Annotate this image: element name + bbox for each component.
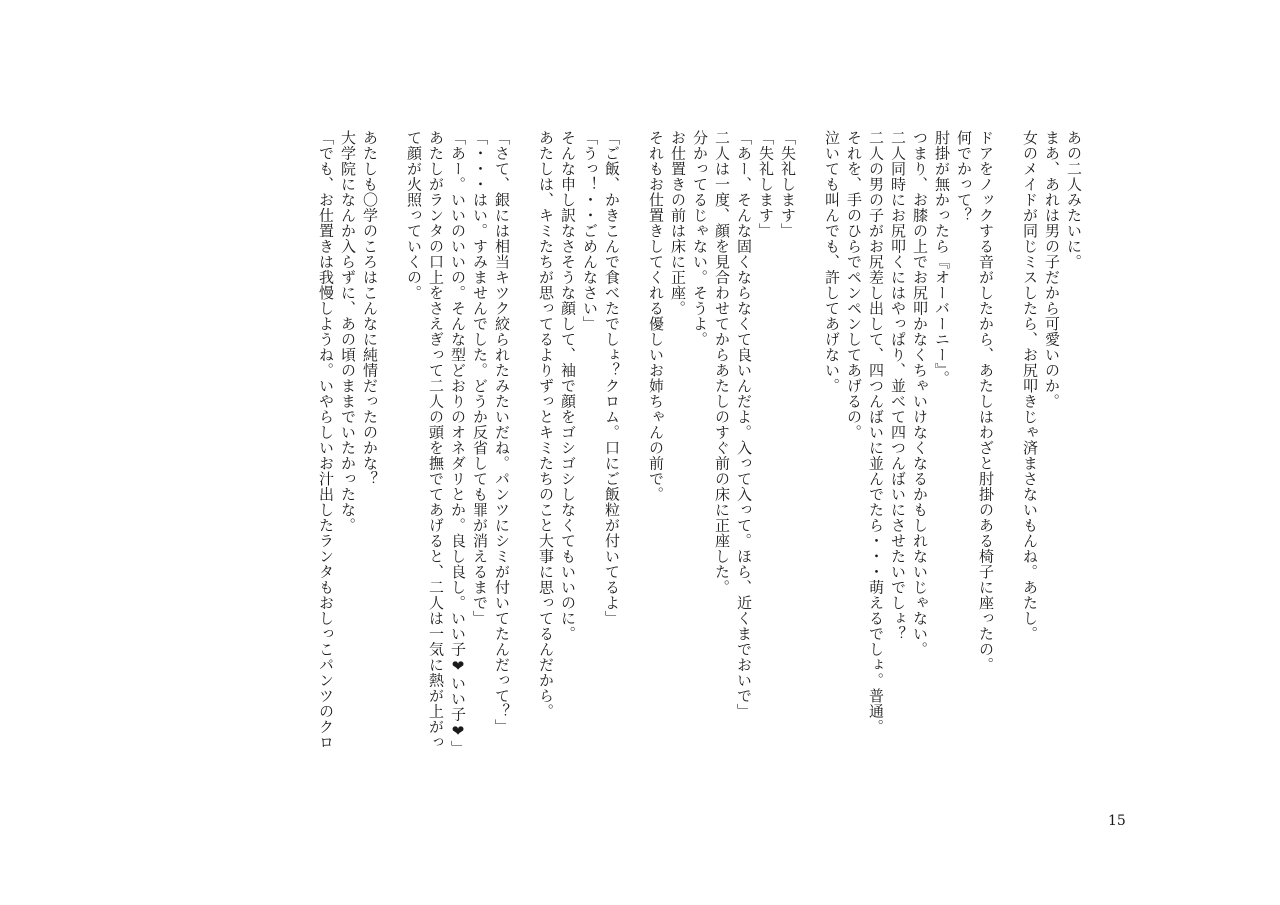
paragraph-gap (623, 130, 645, 790)
text-line: 「ご飯、かきこんで食べたでしょ？クロム。口にご飯粒が付いてるよ」 (603, 130, 621, 626)
text-line: 「失礼します」 (779, 130, 797, 239)
vertical-text-body (185, 130, 1085, 790)
text-line: あたしは、キミたちが思ってるよりずっとキミたちのこと大事に思ってるんだから。 (537, 130, 555, 719)
text-line: ドアをノックする音がしたから、あたしはわざと肘掛のある椅子に座ったの。 (977, 130, 995, 673)
text-line: あたしがランタの口上をさえぎって二人の頭を撫でてあげると、二人は一気に熱が上がっ (427, 130, 445, 750)
text-line: 肘掛が無かったら『オーバーニー』。 (933, 130, 951, 386)
paragraph-gap (799, 130, 821, 790)
text-line: お仕置きの前は床に正座。 (669, 130, 687, 316)
text-line: 「失礼します」 (757, 130, 775, 239)
text-line: 泣いても叫んでも、許してあげない。 (823, 130, 841, 394)
text-line: それもお仕置きしてくれる優しいお姉ちゃんの前で。 (647, 130, 665, 502)
text-line: あたしも〇学のころはこんなに純情だったのかな？ (361, 130, 379, 487)
text-line: 二人の男の子がお尻差し出して、四つんばいに並んでたら・・・萌えるでしょ。普通。 (867, 130, 885, 735)
text-line: 「うっ！・・ごめんなさい」 (581, 130, 599, 332)
text-line: 二人同時にお尻叩くにはやっぱり、並べて四つんばいにさせたいでしょ？ (889, 130, 907, 642)
text-line: 分かってるじゃない。そうよ。 (691, 130, 709, 347)
text-line: 「あー、そんな固くならなくて良いんだよ。入って入って。ほら、近くまでおいで」 (735, 130, 753, 719)
text-line: 女のメイドが同じミスしたら、お尻叩きじゃ済まさないもんね。あたし。 (1021, 130, 1039, 642)
text-line: 「・・・はい。すみませんでした。どうか反省しても罪が消えるまで」 (471, 130, 489, 626)
text-line: そんな申し訳なさそうな顔して、袖で顔をゴシゴシしなくてもいいのに。 (559, 130, 577, 642)
text-line: 何でかって？ (955, 130, 973, 223)
paragraph-gap (997, 130, 1019, 790)
text-line: あの二人みたいに。 (1065, 130, 1083, 270)
text-line: 「あー。いいのいいの。そんな型どおりのオネダリとか。良し良し。いい子❤いい子❤」 (449, 130, 467, 756)
text-line: つまり、お膝の上でお尻叩かなくちゃいけなくなるかもしれないじゃない。 (911, 130, 929, 657)
paragraph-gap (381, 130, 403, 790)
paragraph-gap (513, 130, 535, 790)
text-line: まあ、あれは男の子だから可愛いのか。 (1043, 130, 1061, 409)
text-line: て顔が火照っていくの。 (405, 130, 423, 301)
text-line: それを、手のひらでペンペンしてあげるの。 (845, 130, 863, 440)
text-line: 「さて、銀には相当キツク絞られたみたいだね。パンツにシミが付いてたんだって？」 (493, 130, 511, 735)
text-line: 二人は一度、顔を見合わせてからあたしのすぐ前の床に正座した。 (713, 130, 731, 595)
page-number: 15 (1108, 813, 1126, 829)
text-line: 「でも、お仕置きは我慢しようね。いやらしいお汁出したランタもおしっこパンツのクロ (317, 130, 335, 750)
text-line: 大学院になんか入らずに、あの頃のままでいたかったな。 (339, 130, 357, 533)
